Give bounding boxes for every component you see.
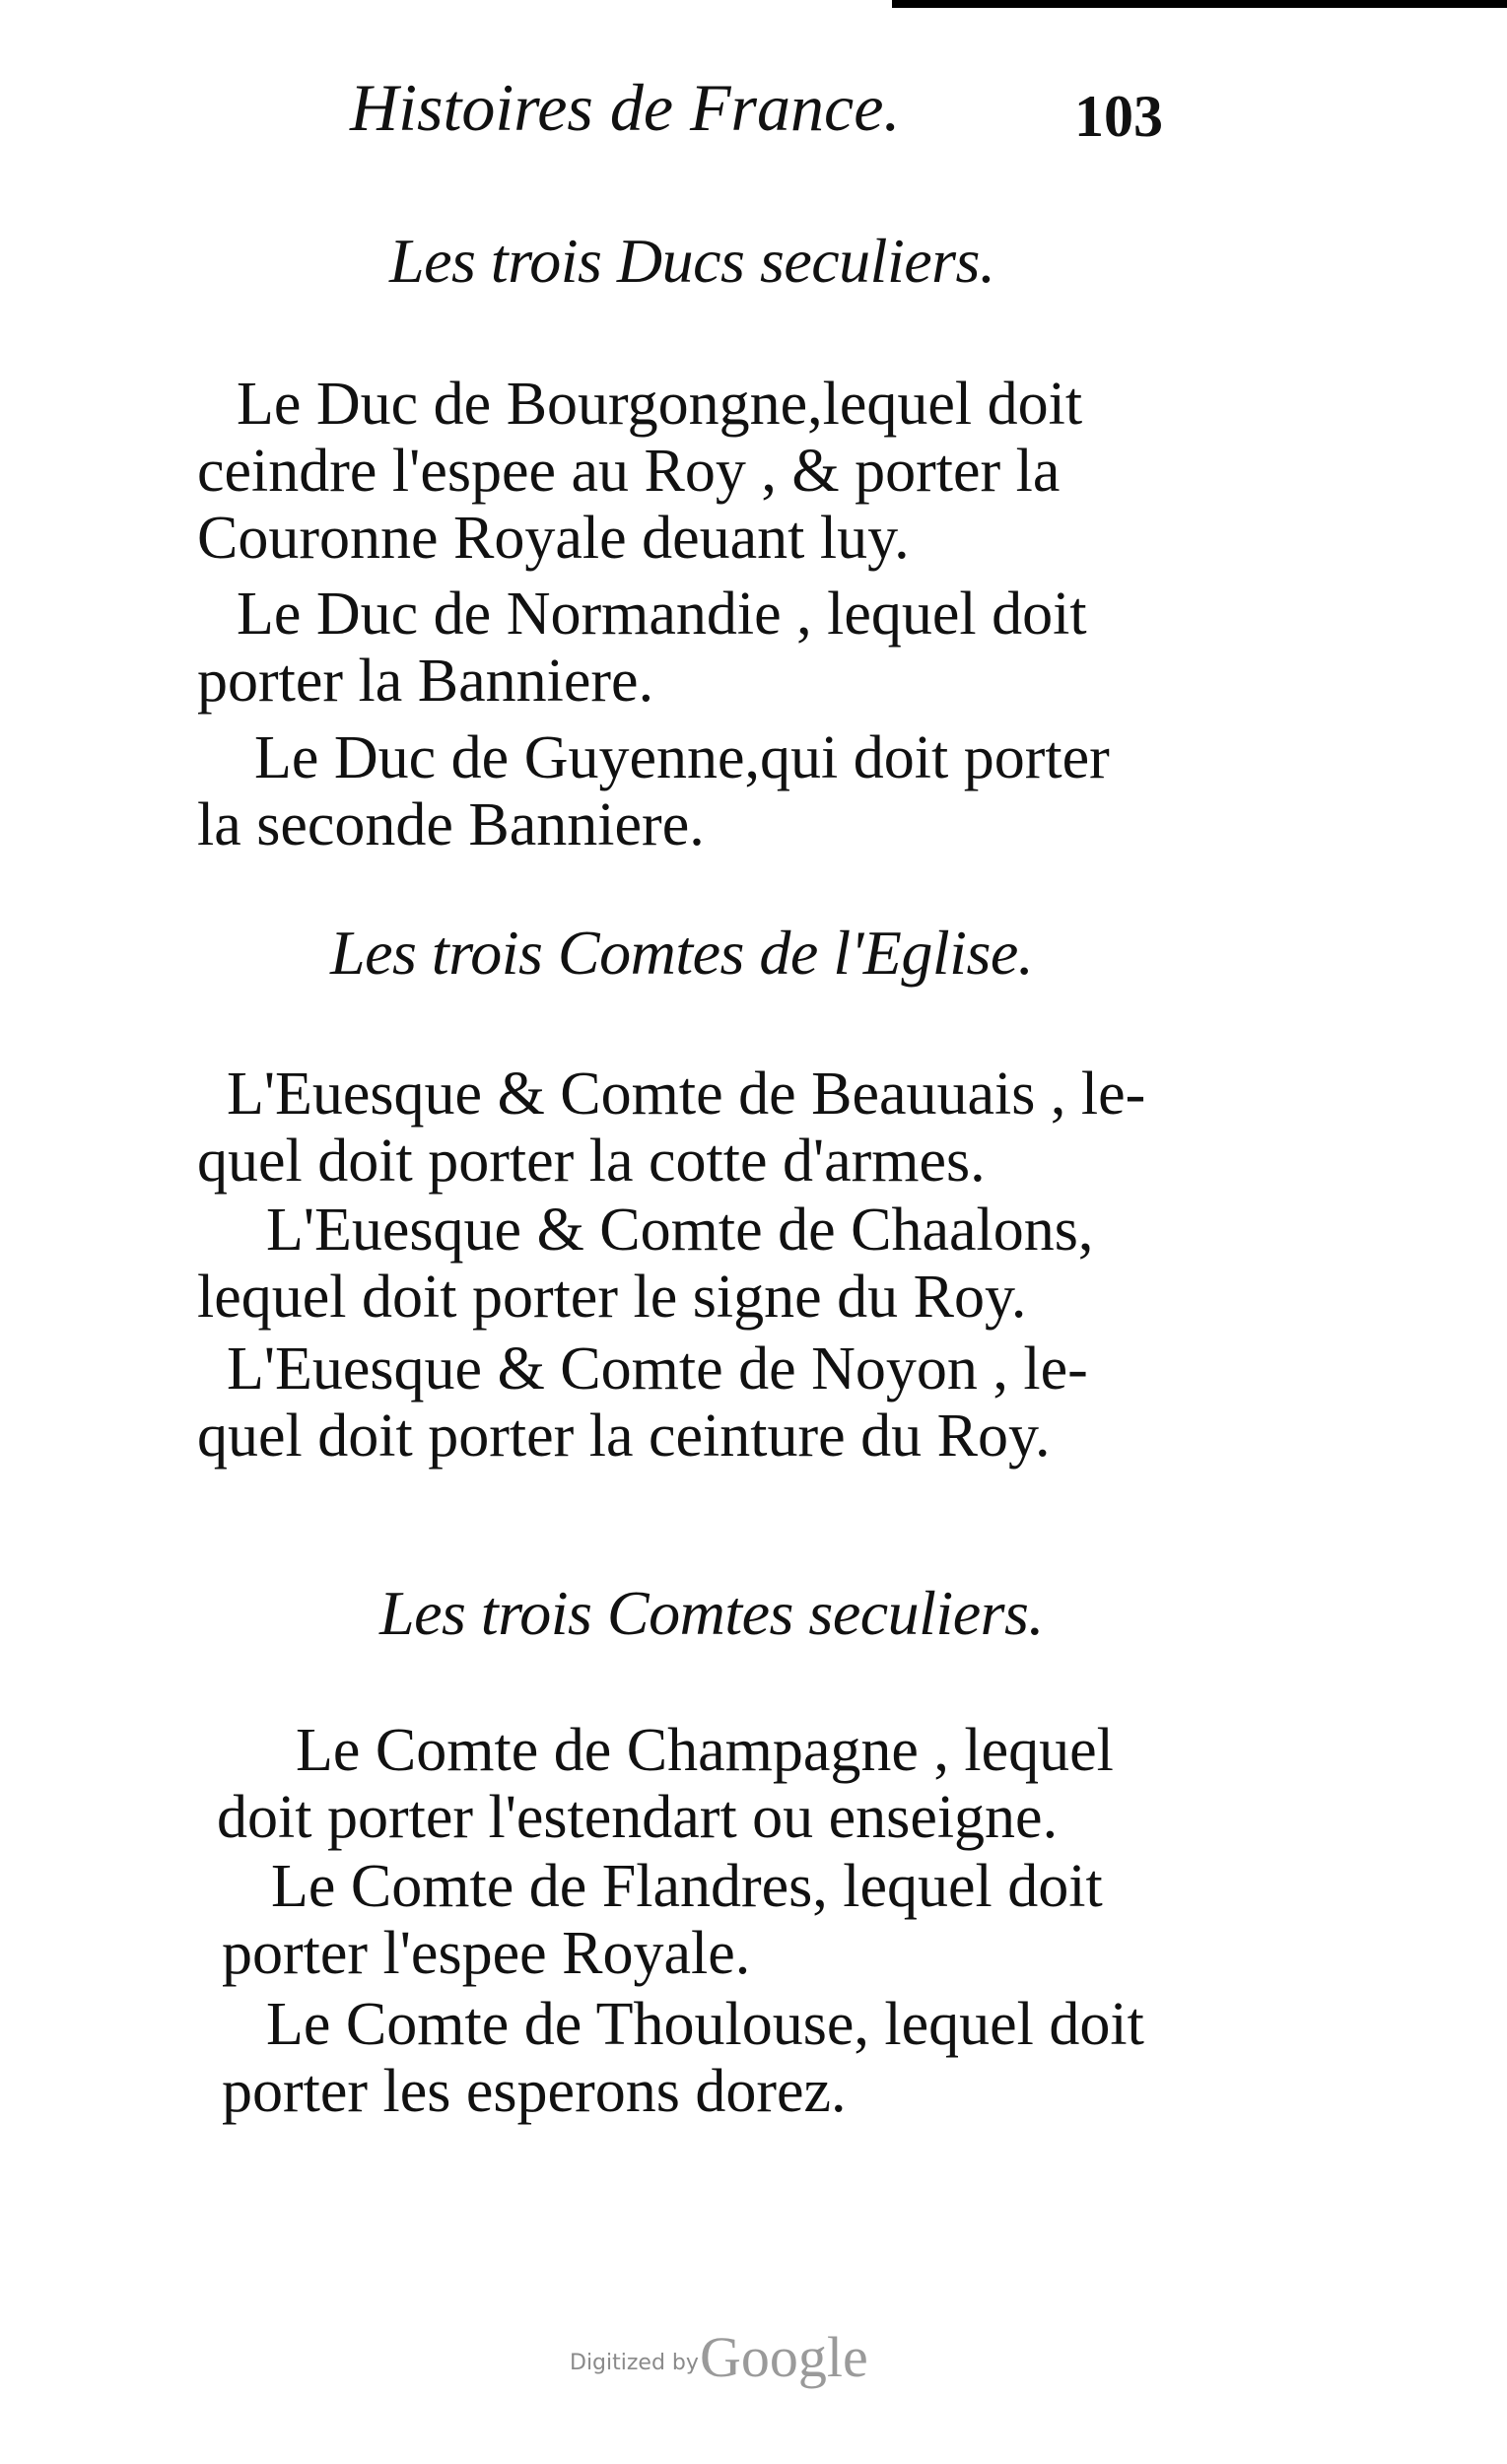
entry-line: Couronne Royale deuant luy. xyxy=(197,505,910,572)
entry-paragraph xyxy=(197,581,1087,715)
brand-logo: Google xyxy=(700,2325,868,2389)
entry-line: Le Duc de Bourgongne,lequel doit xyxy=(237,371,1083,438)
entry-line: quel doit porter la ceinture du Roy. xyxy=(197,1403,1051,1470)
entry-line: Le Duc de Normandie , lequel doit xyxy=(237,581,1087,648)
entry-line: Le Duc de Guyenne,qui doit porter xyxy=(254,724,1110,791)
entry-line: doit porter l'estendart ou enseigne. xyxy=(217,1784,1059,1851)
entry-line: lequel doit porter le signe du Roy. xyxy=(197,1264,1027,1331)
page-edge-rule xyxy=(892,0,1507,8)
entry-line: porter la Banniere. xyxy=(197,648,654,715)
section-heading: Les trois Comtes seculiers. xyxy=(379,1578,1044,1648)
entry-paragraph xyxy=(217,1717,1114,1851)
section-heading: Les trois Ducs seculiers. xyxy=(389,226,995,296)
page-number: 103 xyxy=(1074,84,1163,149)
entry-line: Le Comte de Thoulouse, lequel doit xyxy=(266,1991,1144,2058)
entry-paragraph xyxy=(197,1335,1088,1470)
entry-paragraph xyxy=(197,1061,1145,1195)
entry-paragraph xyxy=(197,724,1110,858)
entry-paragraph xyxy=(197,371,1082,572)
running-title: Histoires de France. xyxy=(350,70,901,145)
entry-line: porter l'espee Royale. xyxy=(222,1920,751,1987)
entry-line: quel doit porter la cotte d'armes. xyxy=(197,1128,986,1195)
entry-line: porter les esperons dorez. xyxy=(222,2058,847,2125)
entry-line: Le Comte de Flandres, lequel doit xyxy=(271,1853,1103,1920)
section-heading: Les trois Comtes de l'Eglise. xyxy=(330,918,1034,988)
entry-paragraph xyxy=(222,1991,1144,2125)
entry-line: L'Euesque & Comte de Chaalons, xyxy=(266,1197,1094,1264)
digitized-label: Digitized by xyxy=(570,2351,699,2375)
entry-line: Le Comte de Champagne , lequel xyxy=(296,1717,1114,1784)
entry-line: la seconde Banniere. xyxy=(197,791,705,858)
entry-line: L'Euesque & Comte de Beauuais , le- xyxy=(227,1061,1146,1128)
entry-line: ceindre l'espee au Roy , & porter la xyxy=(197,438,1061,505)
entry-paragraph xyxy=(197,1197,1093,1331)
entry-line: L'Euesque & Comte de Noyon , le- xyxy=(227,1335,1088,1403)
entry-paragraph xyxy=(222,1853,1103,1987)
